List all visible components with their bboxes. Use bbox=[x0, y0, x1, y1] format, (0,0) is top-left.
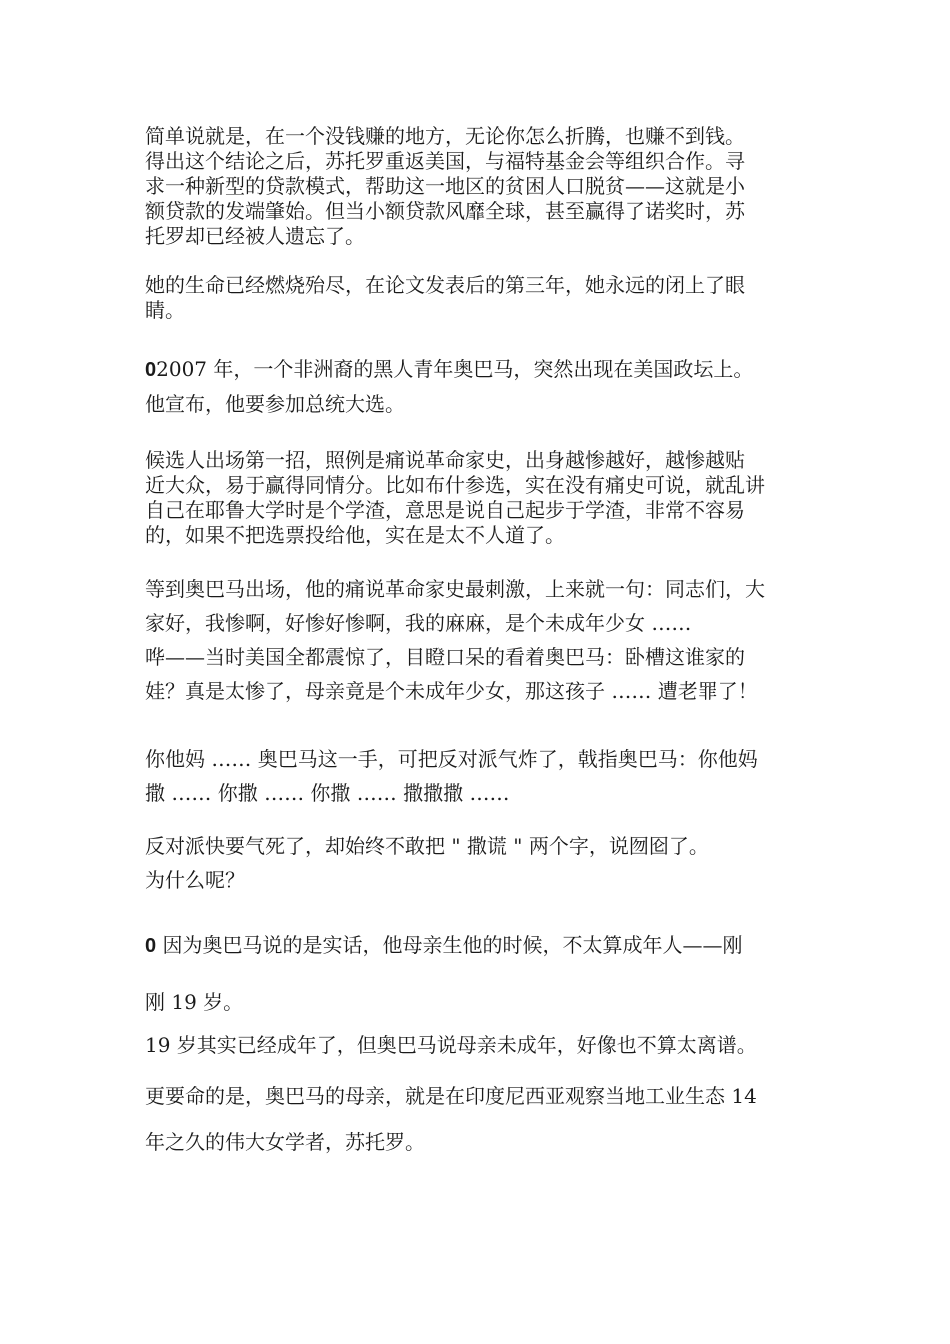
text-line: 他宣布，他要参加总统大选。 bbox=[145, 392, 405, 416]
text-segment: 2007 年，一个非洲裔的黑人青年奥巴马，突然出现在美国政坛上。 bbox=[156, 357, 754, 381]
paragraph-2 bbox=[145, 273, 825, 323]
paragraph-5 bbox=[145, 572, 825, 708]
text-line: 家好，我惨啊，好惨好惨啊，我的麻麻，是个未成年少女 …… bbox=[145, 611, 692, 635]
text-line: 自己在耶鲁大学时是个学渣，意思是说自己起步于学渣，非常不容易 bbox=[145, 498, 745, 522]
paragraph-9 bbox=[145, 1028, 825, 1062]
text-line: 哗——当时美国全都震惊了，目瞪口呆的看着奥巴马：卧槽这谁家的 bbox=[145, 645, 745, 669]
paragraph-10 bbox=[145, 1073, 825, 1165]
text-line: 额贷款的发端肇始。但当小额贷款风靡全球，甚至赢得了诺奖时，苏 bbox=[145, 199, 745, 223]
text-line: 她的生命已经燃烧殆尽，在论文发表后的第三年，她永远的闭上了眼 bbox=[145, 273, 745, 297]
text-line: 19 岁其实已经成年了，但奥巴马说母亲未成年，好像也不算太离谱。 bbox=[145, 1033, 757, 1057]
text-line: 近大众，易于赢得同情分。比如布什参选，实在没有痛史可说，就乱讲 bbox=[145, 473, 765, 497]
text-line: 更要命的是，奥巴马的母亲，就是在印度尼西亚观察当地工业生态 14 bbox=[145, 1084, 757, 1108]
paragraph-1 bbox=[145, 124, 825, 249]
text-line: 你他妈 …… 奥巴马这一手，可把反对派气炸了，戟指奥巴马：你他妈 bbox=[145, 747, 758, 771]
text-line: 的，如果不把选票投给他，实在是太不人道了。 bbox=[145, 523, 565, 547]
text-line: 娃？真是太惨了，母亲竟是个未成年少女，那这孩子 …… 遭老罪了！ bbox=[145, 679, 758, 703]
text-line: 托罗却已经被人遗忘了。 bbox=[145, 224, 365, 248]
section-marker: 0 bbox=[145, 359, 157, 381]
text-line: 求一种新型的贷款模式，帮助这一地区的贫困人口脱贫——这就是小 bbox=[145, 174, 745, 198]
text-line: 撒 …… 你撒 …… 你撒 …… 撒撒撒 …… bbox=[145, 781, 510, 805]
text-line: 睛。 bbox=[145, 298, 185, 322]
paragraph-7 bbox=[145, 829, 825, 897]
text-line: 等到奥巴马出场，他的痛说革命家史最刺激，上来就一句：同志们，大 bbox=[145, 577, 765, 601]
text-line: 得出这个结论之后，苏托罗重返美国，与福特基金会等组织合作。寻 bbox=[145, 149, 745, 173]
text-line bbox=[145, 352, 825, 387]
text-line: 为什么呢？ bbox=[145, 868, 245, 892]
paragraph-6 bbox=[145, 742, 825, 810]
paragraph-8 bbox=[145, 917, 825, 1030]
text-line: 反对派快要气死了，却始终不敢把 " 撒谎 " 两个字，说囫囵了。 bbox=[145, 834, 709, 858]
paragraph-3 bbox=[145, 352, 825, 421]
text-segment: 因为奥巴马说的是实话，他母亲生他的时候，不太算成年人——刚 bbox=[156, 933, 743, 957]
text-line: 候选人出场第一招，照例是痛说革命家史，出身越惨越好，越惨越贴 bbox=[145, 448, 745, 472]
text-line: 简单说就是，在一个没钱赚的地方，无论你怎么折腾，也赚不到钱。 bbox=[145, 124, 745, 148]
text-line: 年之久的伟大女学者，苏托罗。 bbox=[145, 1130, 425, 1154]
text-line: 刚 19 岁。 bbox=[145, 990, 244, 1014]
paragraph-4 bbox=[145, 448, 825, 548]
section-marker: 0 bbox=[145, 935, 157, 957]
text-line bbox=[145, 917, 825, 974]
